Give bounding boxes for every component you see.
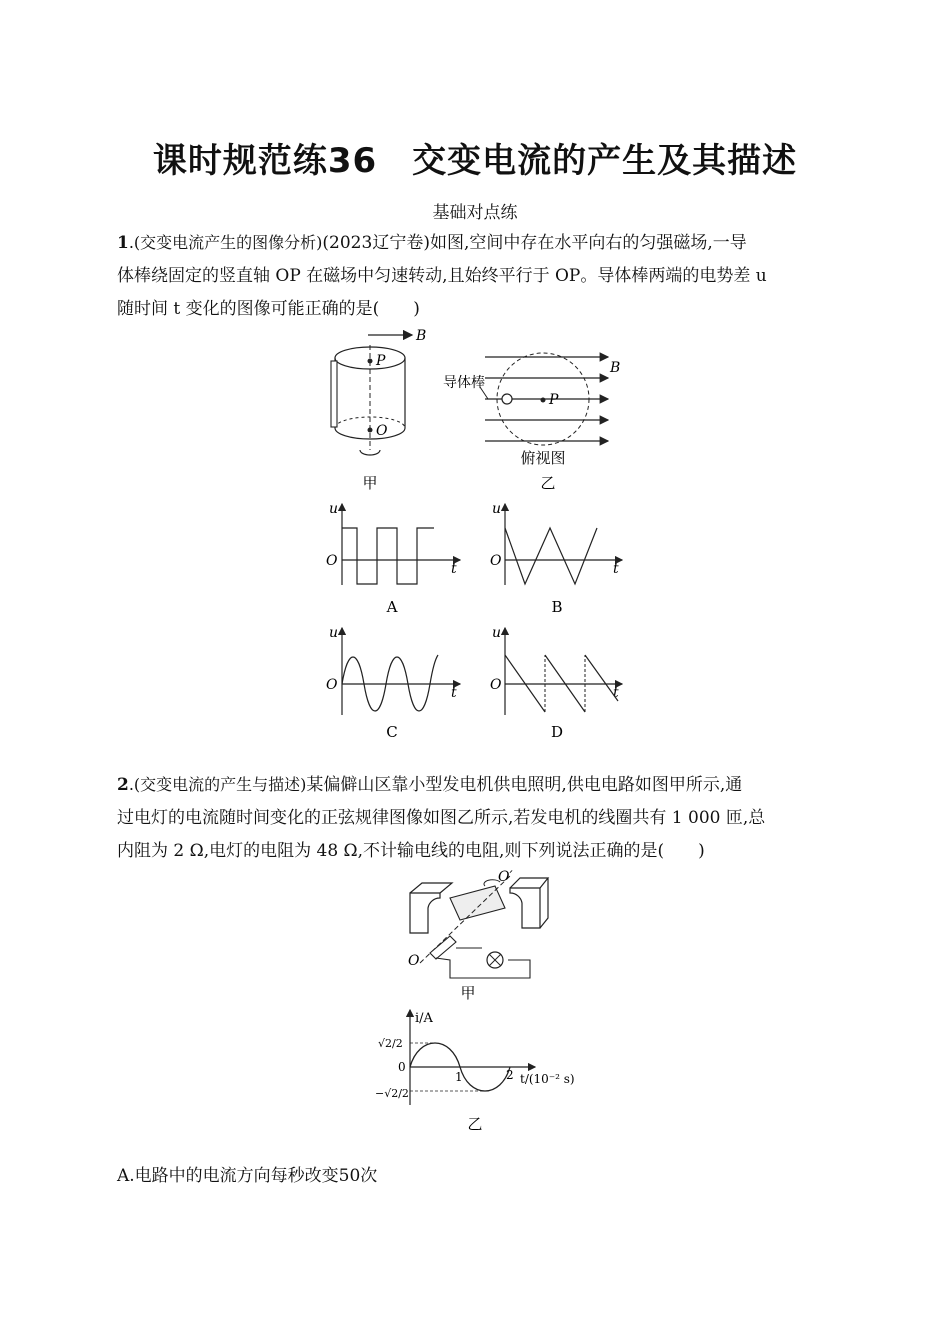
- conducting-rod: [331, 361, 337, 427]
- option-a-label: A: [386, 598, 398, 616]
- magnet-left: [410, 893, 440, 933]
- jia-label-O: O: [376, 423, 388, 439]
- d-axis-t: t: [613, 685, 619, 701]
- section-heading: 基础对点练: [432, 203, 518, 223]
- yi-caption: 乙: [540, 474, 556, 492]
- q1-line-3: 随时间 t 变化的图像可能正确的是( ): [117, 299, 420, 319]
- option-b-graph: [490, 501, 622, 616]
- magnet-right: [510, 888, 540, 928]
- jia-label-B: B: [416, 328, 427, 344]
- c-axis-u: u: [329, 625, 339, 641]
- yi-label-rod: 导体棒: [443, 375, 485, 391]
- question-2: [117, 768, 832, 868]
- q1-tag: .(交变电流产生的图像分析): [128, 233, 323, 252]
- question-1: [117, 226, 832, 326]
- xtick-1: 1: [455, 1070, 463, 1084]
- a-axis-t: t: [451, 561, 457, 577]
- q2-text-1: 某偏僻山区靠小型发电机供电照明,供电电路如图甲所示,通: [306, 775, 743, 795]
- q2-option-a: A.电路中的电流方向每秒改变50次: [117, 1166, 378, 1186]
- rod-cross-section: [502, 394, 512, 404]
- option-c-graph: [326, 625, 460, 741]
- ytick-zero: 0: [398, 1060, 406, 1074]
- rotation-arrow-icon: [360, 450, 380, 455]
- q1-text-1: 如图,空间中存在水平向右的匀强磁场,一导: [429, 233, 747, 253]
- yi-label-B: B: [610, 360, 621, 376]
- circuit-wire: [436, 958, 530, 978]
- c-axis-o: O: [326, 677, 338, 693]
- option-b-label: B: [551, 598, 563, 616]
- q1-line-1: [117, 226, 832, 260]
- c-sine-curve: [342, 655, 438, 711]
- gen-label-O: O: [408, 953, 420, 969]
- b-axis-o: O: [490, 553, 502, 569]
- b-axis-t: t: [613, 561, 619, 577]
- q1-number: 1: [117, 233, 129, 253]
- a-axis-o: O: [326, 553, 338, 569]
- i-axis-label: i/A: [415, 1011, 433, 1026]
- b-axis-u: u: [492, 501, 502, 517]
- q2-number: 2: [117, 775, 129, 795]
- ytick-bot: −√2/2: [375, 1087, 409, 1100]
- q2-jia-caption: 甲: [460, 984, 476, 1002]
- q2-line-3: 内阻为 2 Ω,电灯的电阻为 48 Ω,不计输电线的电阻,则下列说法正确的是( ): [117, 841, 705, 861]
- q1-source: (2023辽宁卷): [322, 233, 430, 253]
- q2-line-2: 过电灯的电流随时间变化的正弦规律图像如图乙所示,若发电机的线圈共有 1 000 匝,总: [117, 808, 766, 828]
- page-title: 课时规范练36 交变电流的产生及其描述: [152, 141, 798, 181]
- q1-figure-jia: [320, 325, 430, 495]
- slip-rings: [430, 936, 456, 959]
- option-c-label: C: [386, 723, 398, 741]
- gen-label-Oprime: O′: [498, 869, 513, 885]
- yi-label-P: P: [549, 392, 559, 408]
- q2-tag: .(交变电流的产生与描述): [128, 775, 307, 794]
- jia-label-P: P: [376, 353, 386, 369]
- coil: [450, 886, 505, 920]
- d-axis-u: u: [492, 625, 502, 641]
- option-d-label: D: [550, 723, 564, 741]
- yi-top-view-label: 俯视图: [520, 449, 566, 467]
- q2-figure-yi: [375, 1005, 595, 1135]
- d-axis-o: O: [490, 677, 502, 693]
- jia-caption: 甲: [362, 474, 378, 492]
- q2-yi-caption: 乙: [467, 1115, 483, 1133]
- q1-line-2: 体棒绕固定的竖直轴 OP 在磁场中匀速转动,且始终平行于 OP。导体棒两端的电势差 u: [117, 266, 767, 286]
- a-axis-u: u: [329, 501, 339, 517]
- option-d-graph: [490, 625, 622, 741]
- q2-figure-jia: [400, 868, 550, 1003]
- ytick-top: √2/2: [378, 1037, 403, 1050]
- option-a-graph: [326, 501, 460, 616]
- q1-figure-yi: [440, 345, 630, 495]
- q1-options-graphs: [320, 500, 640, 750]
- c-axis-t: t: [451, 685, 457, 701]
- q2-line-1: [117, 768, 832, 802]
- t-axis-label: t/(10⁻² s): [520, 1072, 575, 1086]
- xtick-2: 2: [506, 1068, 514, 1082]
